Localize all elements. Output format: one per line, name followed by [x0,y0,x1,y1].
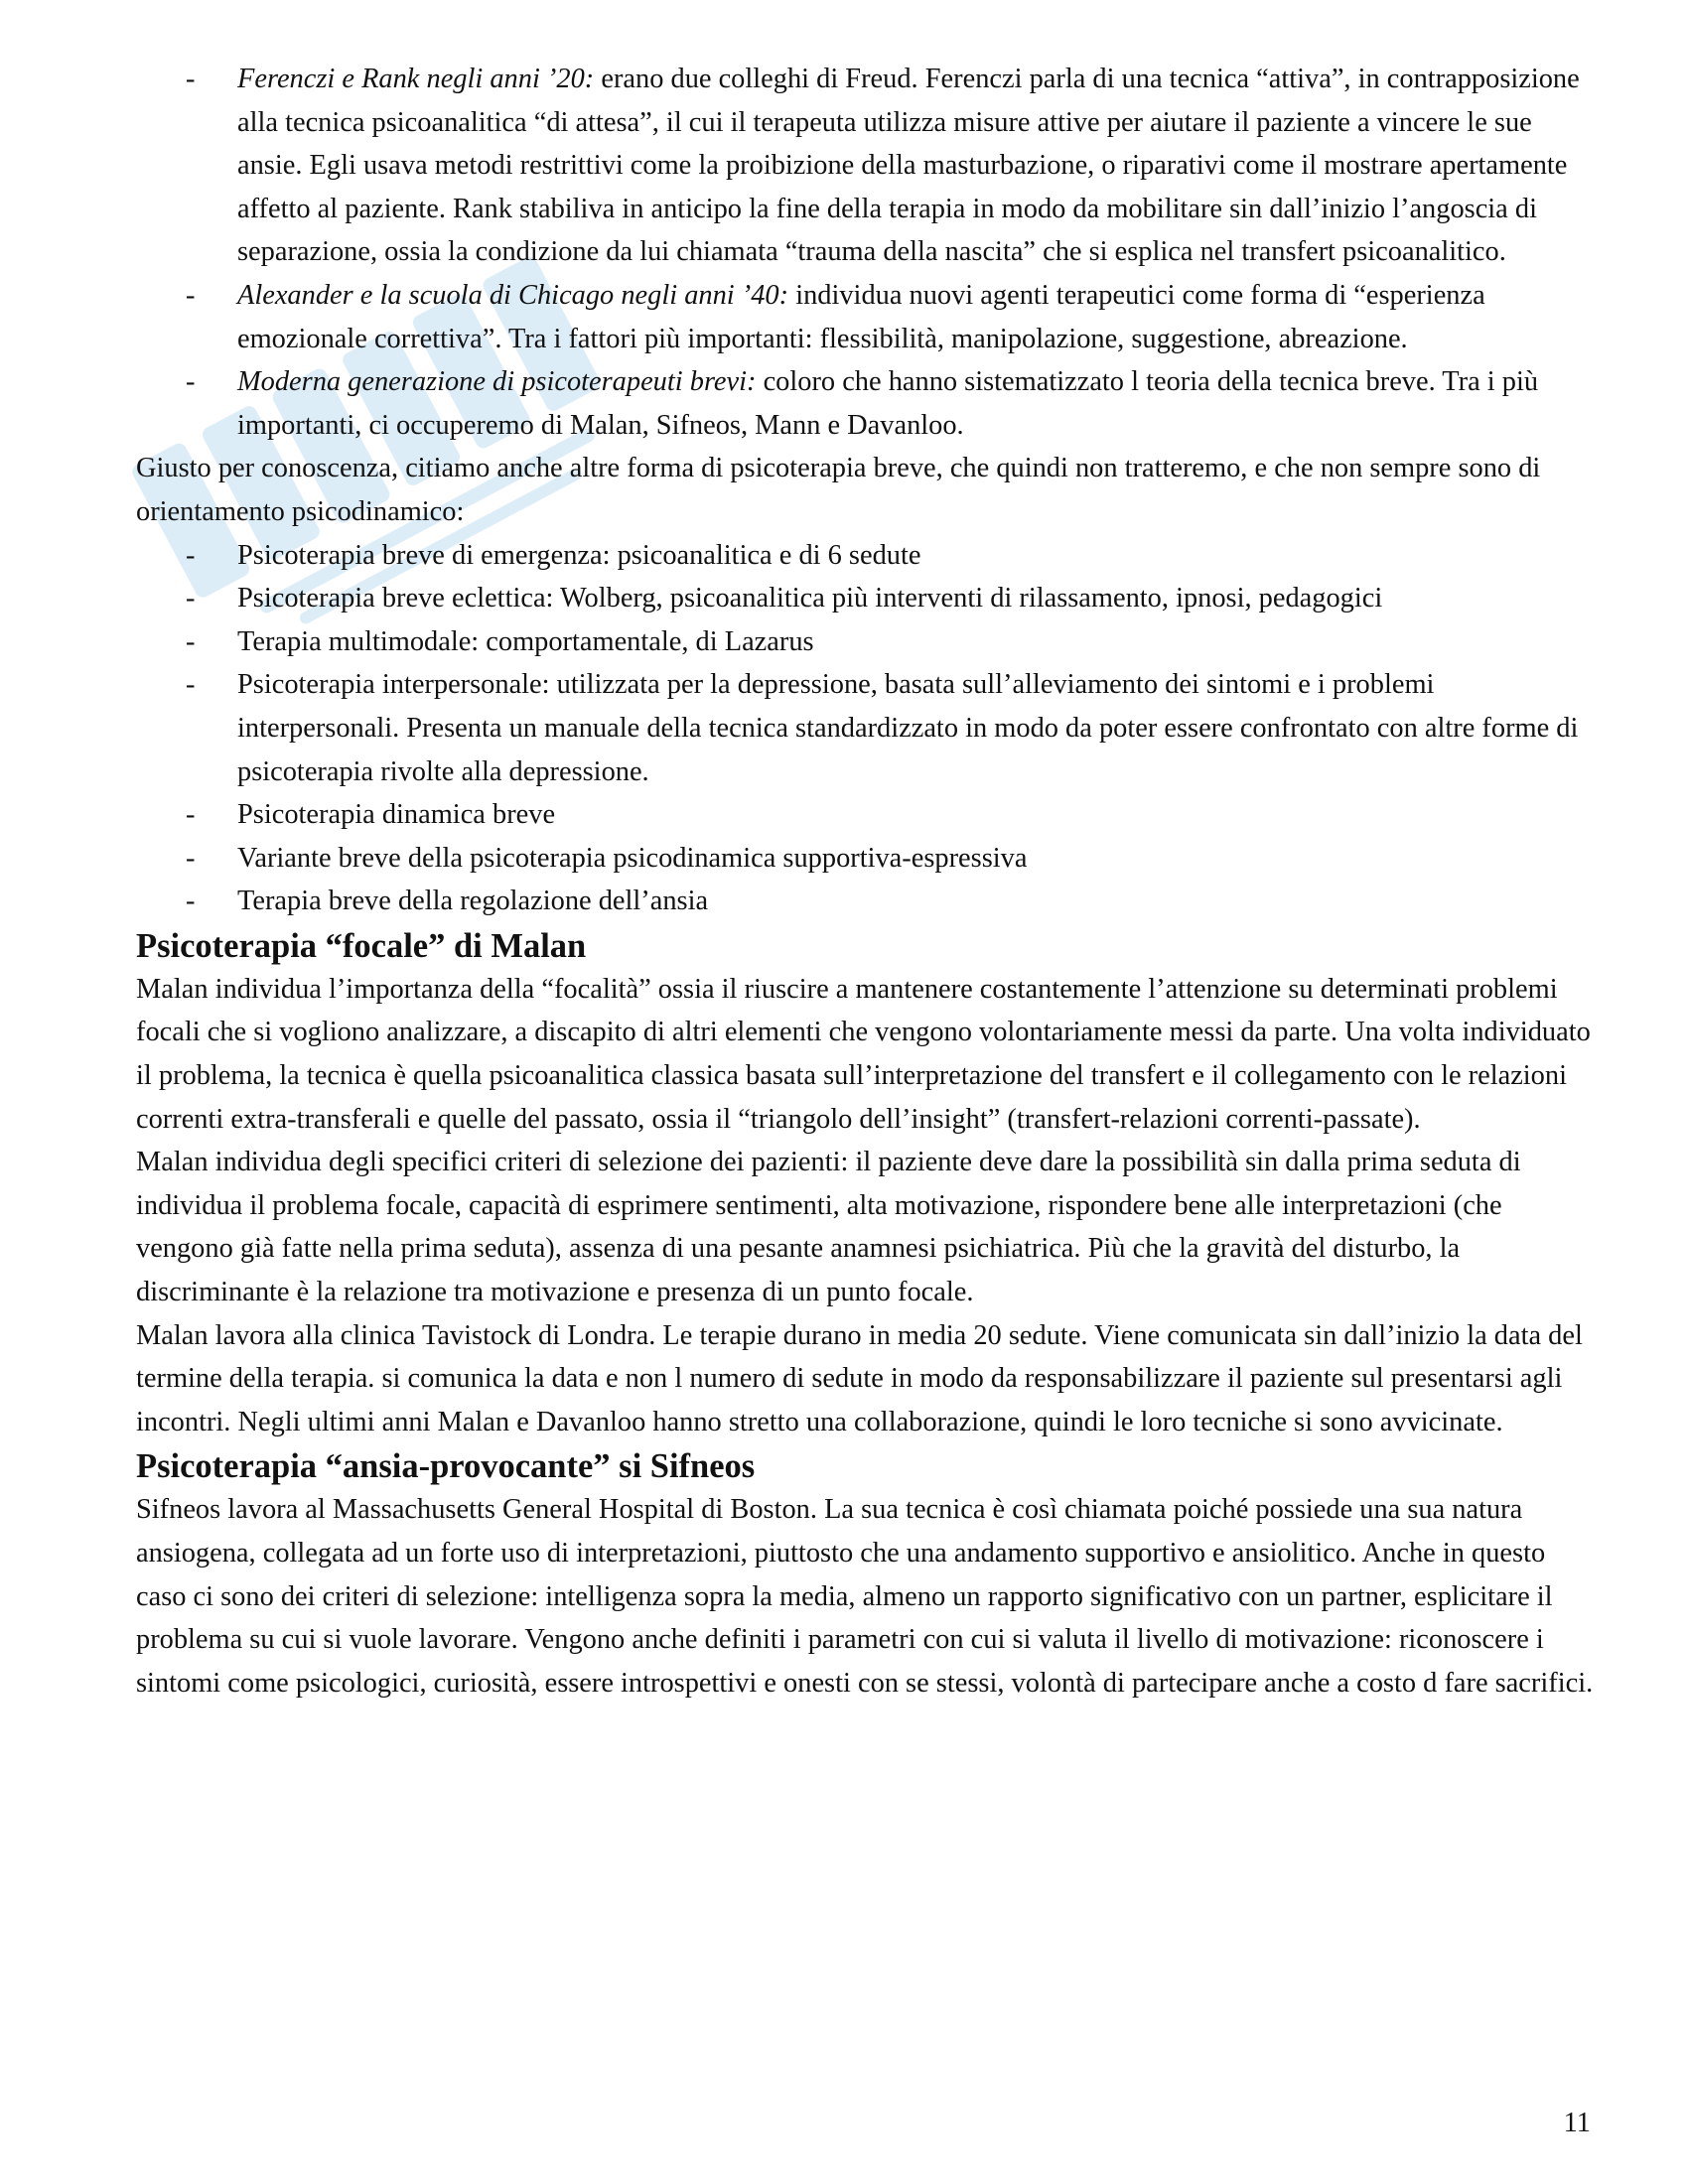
list-item-text: Terapia breve della regolazione dell’ansia [237,886,709,917]
list-dash: - [186,64,196,94]
list-item-text: Psicoterapia breve di emergenza: psicoanalitica e di 6 sedute [237,539,921,571]
malan-paragraph: Malan lavora alla clinica Tavistock di Londra. Le terapie durano in media 20 sedute. Viene comunicata sin dall’inizio la data del termine della terapia. si comunica la data e non l numero di sedute in modo da responsabilizzare il paziente sul presentarsi agli incontri. Negli ultimi anni Malan e Davanloo hanno stretto una collaborazione, quindi le loro tecniche si sono avvicinate. [136,1319,1583,1437]
document-page [136,58,1596,1705]
list-item [136,793,1596,837]
list-item-text: Variante breve della psicoterapia psicodinamica supportiva-espressiva [237,842,1028,874]
list-item [136,58,1596,274]
list-item-text: Psicoterapia breve eclettica: Wolberg, psicoanalitica più interventi di rilassamento, ipnosi, pedagogici [237,583,1383,614]
list-item [136,663,1596,793]
list-dash: - [186,583,196,614]
list-dash: - [186,799,196,831]
malan-paragraph: Malan individua degli specifici criteri di selezione dei pazienti: il paziente deve dare la possibilità sin dalla prima seduta di individua il problema focale, capacità di esprimere sentimenti, alta motivazione, rispondere bene alle interpretazioni (che vengono già fatte nella prima seduta), assenza di una pesante anamnesi psichiatrica. Più che la gravità del disturbo, la discriminante è la relazione tra motivazione e presenza di un punto focale. [136,1147,1521,1308]
list-dash: - [186,366,196,398]
list-item-lead: Moderna generazione di psicoterapeuti brevi: [237,366,757,398]
list-item-text: coloro che hanno sistematizzato l teoria della tecnica breve. Tra i più importanti, ci occuperemo di Malan, Sifneos, Mann e Davanloo. [237,366,1539,441]
list-item-text: individua nuovi agenti terapeutici come forma di “esperienza emozionale correttiva”. Tra i fattori più importanti: flessibilità, manipolazione, suggestione, abreazione. [237,279,1485,354]
malan-paragraph: Malan individua l’importanza della “focalità” ossia il riuscire a mantenere costantemente l’attenzione su determinati problemi focali che si vogliono analizzare, a discapito di altri elementi che vengono volontariamente messi da parte. Una volta individuato il problema, la tecnica è quella psicoanalitica classica basata sull’interpretazione del transfert e il collegamento con le relazioni correnti extra-transferali e quelle del passato, ossia il “triangolo dell’insight” (transfert-relazioni correnti-passate). [136,973,1591,1135]
intro-list [136,58,1596,447]
page-number: 11 [1563,2108,1591,2138]
other-forms-intro: Giusto per conoscenza, citiamo anche altre forma di psicoterapia breve, che quindi non tratteremo, e che non sempre sono di orientamento psicodinamico: [136,453,1541,527]
sifneos-heading: Psicoterapia “ansia-provocante” si Sifneos [136,1447,756,1486]
list-item-lead: Alexander e la scuola di Chicago negli anni ’40: [237,279,789,311]
list-item-text: Terapia multimodale: comportamentale, di Lazarus [237,625,814,657]
list-item-text: erano due colleghi di Freud. Ferenczi parla di una tecnica “attiva”, in contrapposizione alla tecnica psicoanalitica “di attesa”, il cui il terapeuta utilizza misure attive per aiutare il paziente a vincere le sue ansie. Egli usava metodi restrittivi come la proibizione della masturbazione, o riparativi come il mostrare apertamente affetto al paziente. Rank stabiliva in anticipo la fine della terapia in modo da mobilitare sin dall’inizio l’angoscia di separazione, ossia la condizione da lui chiamata “trauma della nascita” che si esplica nel transfert psicoanalitico. [237,64,1580,268]
list-item-lead: Ferenczi e Rank negli anni ’20: [237,64,595,94]
malan-heading: Psicoterapia “focale” di Malan [136,926,587,965]
list-item [136,837,1596,881]
other-forms-list [136,534,1596,923]
sifneos-paragraph: Sifneos lavora al Massachusetts General Hospital di Boston. La sua tecnica è così chiamata poiché possiede una sua natura ansiogena, collegata ad un forte uso di interpretazioni, piuttosto che una andamento supportivo e ansiolitico. Anche in questo caso ci sono dei criteri di selezione: intelligenza sopra la media, almeno un rapporto significativo con un partner, esplicitare il problema su cui si vuole lavorare. Vengono anche definiti i parametri con cui si valuta il livello di motivazione: riconoscere i sintomi come psicologici, curiosità, essere introspettivi e onesti con se stessi, volontà di partecipare anche a costo d fare sacrifici. [136,1494,1594,1699]
list-item [136,880,1596,923]
list-item-text: Psicoterapia interpersonale: utilizzata per la depressione, basata sull’alleviamento dei sintomi e i problemi interpersonali. Presenta un manuale della tecnica standardizzato in modo da poter essere confrontato con altre forme di psicoterapia rivolte alla depressione. [237,669,1579,787]
list-dash: - [186,842,196,874]
list-item [136,360,1596,447]
list-item [136,534,1596,578]
list-item-text: Psicoterapia dinamica breve [237,799,556,831]
list-dash: - [186,886,196,917]
list-item [136,620,1596,664]
list-item [136,274,1596,360]
list-dash: - [186,279,196,311]
list-dash: - [186,669,196,701]
list-item [136,577,1596,620]
list-dash: - [186,625,196,657]
list-dash: - [186,539,196,571]
